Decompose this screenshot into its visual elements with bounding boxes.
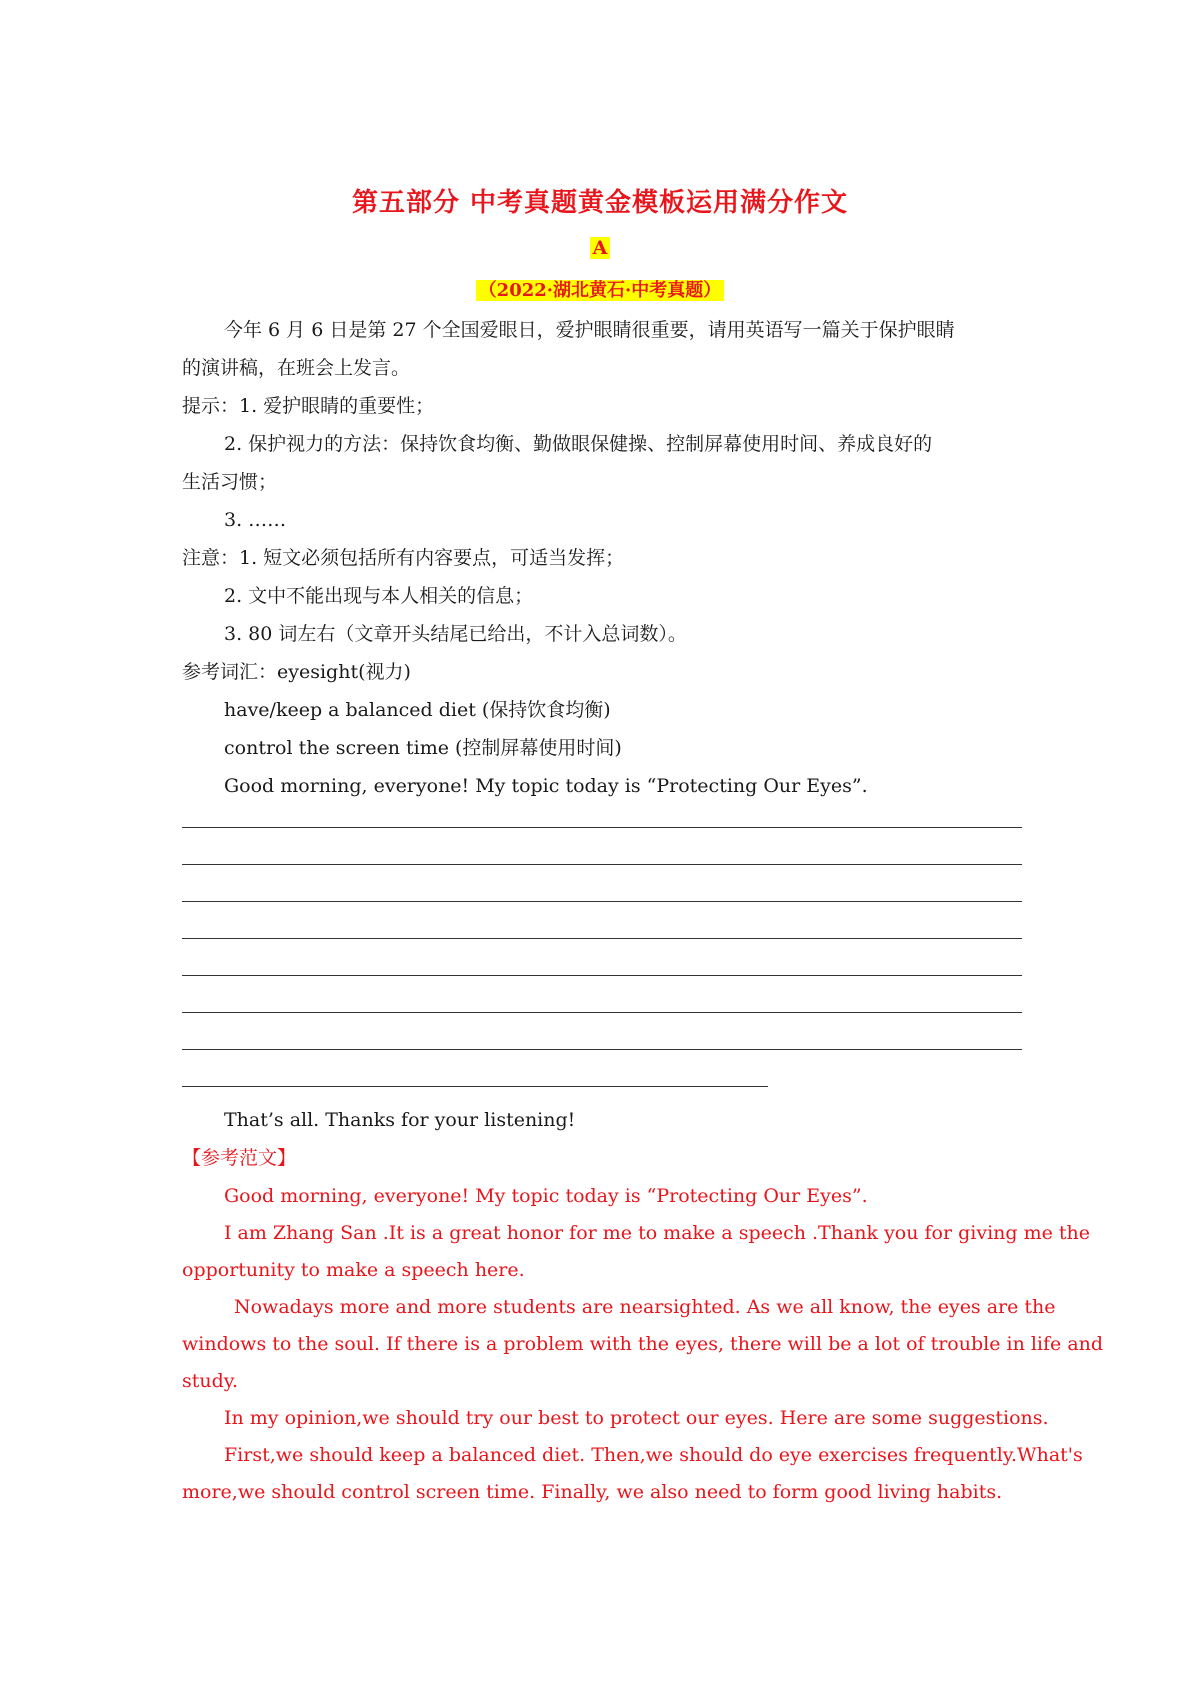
sample-paragraph: windows to the soul. If there is a problem with the eyes, there will be a lot of trouble in life and: [182, 1333, 1104, 1355]
answer-line: [182, 1012, 1022, 1013]
sample-paragraph: In my opinion,we should try our best to protect our eyes. Here are some suggestions.: [224, 1407, 1049, 1429]
exam-source: [0, 276, 1200, 302]
vocab-label: 参考词汇：eyesight(视力): [182, 661, 411, 683]
sample-paragraph: I am Zhang San .It is a great honor for me to make a speech .Thank you for giving me the: [224, 1222, 1091, 1244]
exam-source-text: （2022·湖北黄石·中考真题）: [476, 280, 725, 301]
hint-item: 2. 保护视力的方法：保持饮食均衡、勤做眼保健操、控制屏幕使用时间、养成良好的: [224, 433, 933, 455]
sample-paragraph: Nowadays more and more students are nearsighted. As we all know, the eyes are the: [234, 1296, 1056, 1318]
essay-closing: That’s all. Thanks for your listening!: [224, 1109, 576, 1131]
answer-line: [182, 1086, 768, 1087]
note-item: 注意：1. 短文必须包括所有内容要点，可适当发挥；: [182, 547, 625, 569]
answer-line: [182, 827, 1022, 828]
hint-item: 3. ……: [224, 509, 287, 531]
vocab-item: have/keep a balanced diet (保持饮食均衡): [224, 699, 611, 721]
sample-heading: 【参考范文】: [182, 1147, 297, 1169]
essay-opening: Good morning, everyone! My topic today is “Protecting Our Eyes”.: [224, 775, 868, 797]
sample-paragraph: Good morning, everyone! My topic today is “Protecting Our Eyes”.: [224, 1185, 868, 1207]
prompt-line: 今年 6 月 6 日是第 27 个全国爱眼日，爱护眼睛很重要，请用英语写一篇关于保护眼睛: [224, 319, 955, 341]
answer-line: [182, 938, 1022, 939]
page-title: 第五部分 中考真题黄金模板运用满分作文: [351, 188, 849, 218]
prompt-line: 的演讲稿，在班会上发言。: [182, 357, 411, 379]
sample-paragraph: study.: [182, 1370, 239, 1392]
hint-item: 提示：1. 爱护眼睛的重要性；: [182, 395, 435, 417]
answer-line: [182, 1049, 1022, 1050]
section-label: [0, 237, 1200, 259]
note-item: 3. 80 词左右（文章开头结尾已给出，不计入总词数）。: [224, 623, 687, 645]
vocab-item: control the screen time (控制屏幕使用时间): [224, 737, 622, 759]
answer-line: [182, 864, 1022, 865]
sample-paragraph: First,we should keep a balanced diet. Then,we should do eye exercises frequently.What's: [224, 1444, 1083, 1466]
sample-paragraph: opportunity to make a speech here.: [182, 1259, 525, 1281]
note-item: 2. 文中不能出现与本人相关的信息；: [224, 585, 534, 607]
section-label-text: A: [590, 237, 611, 259]
answer-line: [182, 975, 1022, 976]
answer-line: [182, 901, 1022, 902]
hint-item: 生活习惯；: [182, 471, 278, 493]
sample-paragraph: more,we should control screen time. Finally, we also need to form good living habits.: [182, 1481, 1003, 1503]
